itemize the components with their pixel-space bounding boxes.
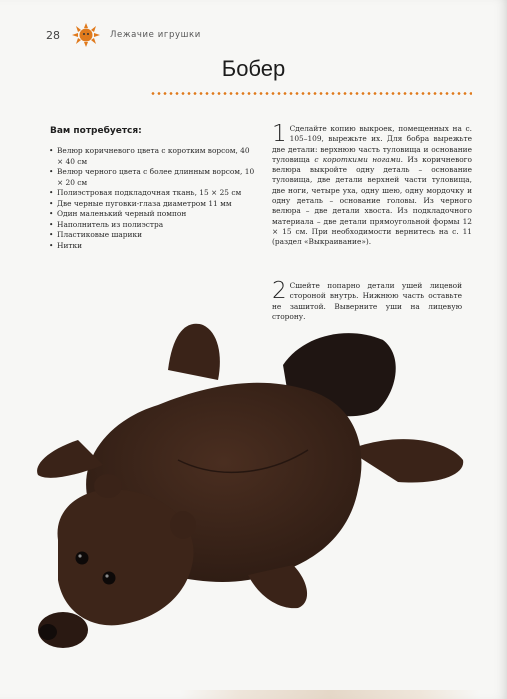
- material-item: • Велюр черного цвета с более длинным ворсом, 10 × 20 см: [48, 167, 258, 188]
- step-text-italic: с короткими ногами: [314, 154, 401, 164]
- nose: [39, 624, 57, 640]
- bottom-edge-strip: [180, 690, 480, 699]
- step-text: Сшейте попарно детали ушей лицевой стороной внутрь. Нижнюю часть оставьте не зашитой. Выверните уши на лицевую сторону.: [272, 281, 462, 321]
- material-item: • Один маленький черный помпон: [48, 209, 258, 220]
- material-item: • Полиэстровая подкладочная ткань, 15 × 25 см: [48, 188, 258, 199]
- step-text: Сделайте копию выкроек, помещенных на с. 105–109, вырежьте их. Для бобра вырежьте две детали: верхнюю часть туловища и основание туловища: [272, 124, 472, 164]
- sun-icon: [68, 22, 104, 48]
- paw: [348, 439, 463, 482]
- step-1: [272, 121, 473, 248]
- ear: [170, 511, 196, 539]
- material-item: • Две черные пуговки-глаза диаметром 11 мм: [48, 199, 258, 210]
- beaver-toy-photo: [18, 310, 478, 660]
- eye: [103, 572, 116, 585]
- running-title: Лежачие игрушки: [110, 30, 201, 40]
- page-title: Бобер: [221, 56, 286, 81]
- step-number: 1: [272, 121, 287, 147]
- materials-list: [48, 146, 258, 251]
- page-header: [46, 24, 201, 46]
- material-item: • Нитки: [48, 241, 258, 252]
- dotted-divider: [150, 92, 472, 95]
- eye: [76, 552, 89, 565]
- page-number: 28: [46, 28, 60, 42]
- material-item: • Пластиковые шарики: [48, 230, 258, 241]
- paw: [168, 324, 220, 380]
- step-text: . Из коричневого велюра выкройте одну деталь – основание туловища, две детали верхней части туловища, две ноги, четыре уха, одну шею, одну мордочку и одну деталь – основание головы. Из черного велюра – две детали хвоста. Из подкладочного материала – две детали прямоугольной формы 12 × 15 см. При необходимости вернитесь на с. 11 (раздел «Выкраивание»).: [272, 154, 473, 247]
- material-item: • Велюр коричневого цвета с коротким ворсом, 40 × 40 см: [48, 146, 258, 167]
- ear: [94, 474, 122, 498]
- step-number: 2: [272, 278, 287, 304]
- materials-heading: Вам потребуется:: [50, 126, 142, 136]
- material-item: • Наполнитель из полиэстра: [48, 220, 258, 231]
